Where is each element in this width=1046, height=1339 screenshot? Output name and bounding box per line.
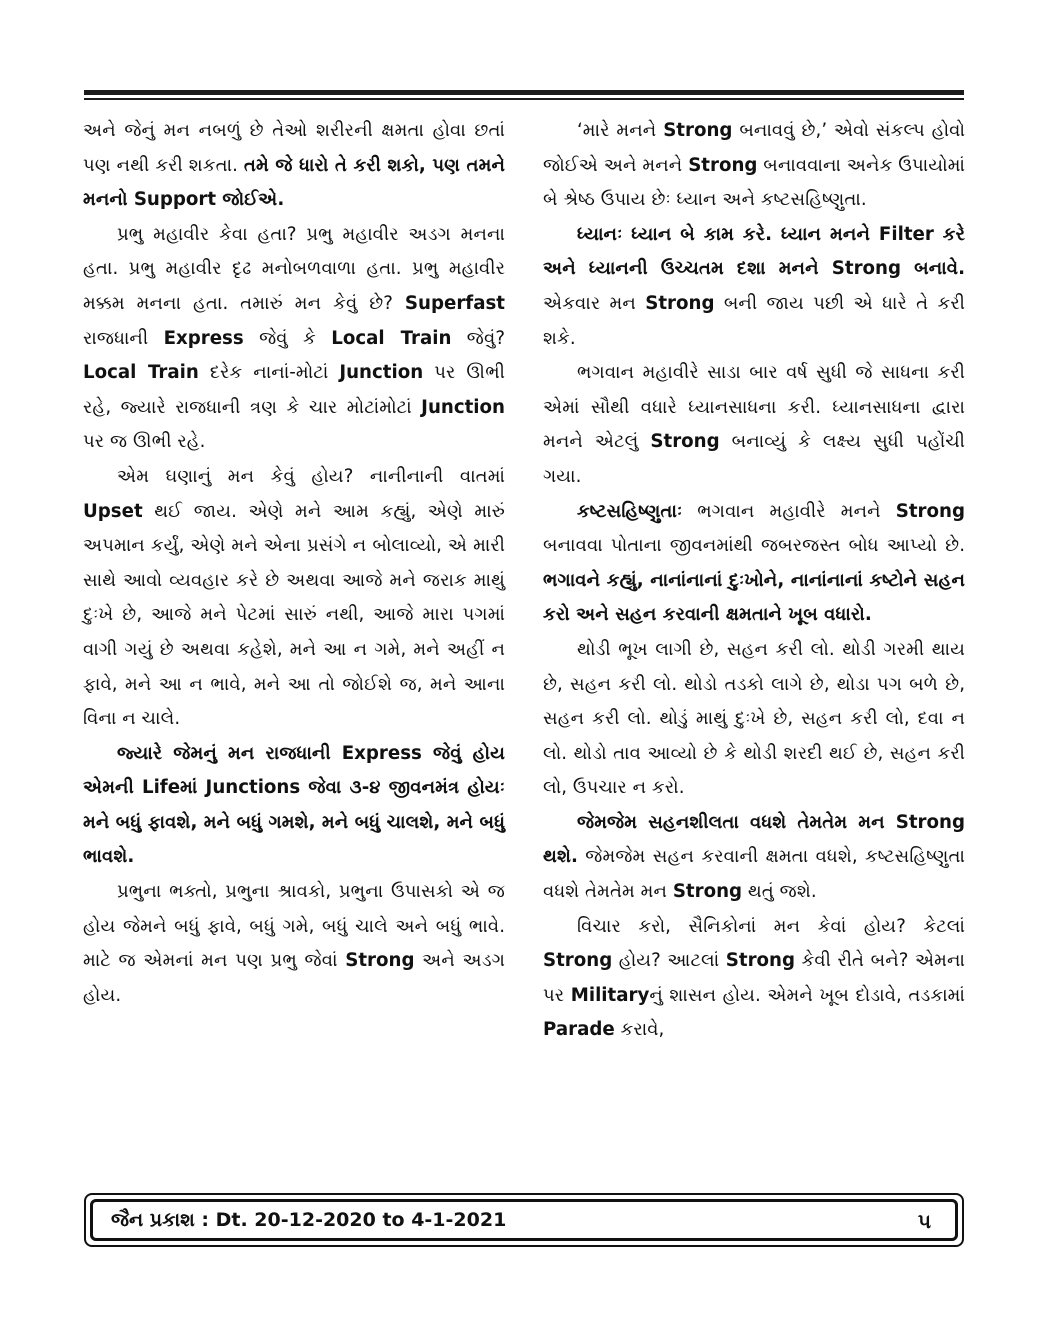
bold-text: Junction	[339, 362, 424, 384]
paragraph	[543, 356, 965, 494]
bold-text: Parade	[543, 1019, 615, 1041]
bold-text: Strong	[895, 500, 965, 522]
bold-text: ભગાવને કહ્યું, નાનાંનાનાં દુઃખોને, નાનાંનાનાં કષ્ટોને સહન કરો અને સહન કરવાની ક્ષમતાને ખૂબ વધારો.	[543, 569, 965, 626]
page-number: ૫	[917, 1209, 931, 1233]
text: બનાવવાના અનેક ઉપાયોમાં બે શ્રેષ્ઠ ઉપાય છેઃ ધ્યાન અને કષ્ટસહિષ્ણુતા.	[543, 154, 965, 211]
text: કેવી રીતે બને? એમના પર	[543, 950, 966, 1006]
text: પ્રભુ મહાવીર કેવા હતા? પ્રભુ મહાવીર અડગ મનના હતા. પ્રભુ મહાવીર દૃઢ મનોબળવાળા હતા. પ્રભુ મહાવીર મક્કમ મનના હતા. તમારું મન કેવું છે?	[83, 223, 505, 314]
left-column	[83, 114, 505, 1013]
text: અને અડગ હોય.	[83, 950, 505, 1006]
text: એમ ઘણાનું મન કેવું હોય? નાનીનાની વાતમાં	[117, 465, 505, 487]
bold-text: Express	[163, 327, 244, 349]
bold-text: કષ્ટસહિષ્ણુતાઃ	[577, 500, 683, 522]
text: રાજધાની	[83, 327, 164, 349]
text: જેમજેમ સહન કરવાની ક્ષમતા વધશે, કષ્ટસહિષ્ણુતા વધશે તેમતેમ મન	[543, 846, 965, 903]
paragraph	[83, 737, 505, 875]
paragraph	[543, 495, 965, 633]
bold-text: Strong	[650, 431, 720, 453]
text: જેવું?	[451, 327, 505, 349]
text: થતું જશે.	[742, 881, 817, 903]
text: વિચાર કરો, સૈનિકોનાં મન કેવાં હોય? કેટલાં	[577, 915, 965, 937]
paragraph	[543, 633, 965, 806]
text: થોડી ભૂખ લાગી છે, સહન કરી લો. થોડી ગરમી થાય છે, સહન કરી લો. થોડો તડકો લાગે છે, થોડા પગ બળે છે, સહન કરી લો. થોડું માથું દુઃખે છે, સહન કરી લો, દવા ન લો. થોડો તાવ આવ્યો છે કે થોડી શરદી થઈ છે, સહન કરી લો, ઉપચાર ન કરો.	[543, 638, 965, 799]
text: દરેક નાનાં-મોટાં	[198, 362, 340, 384]
paragraph	[543, 114, 965, 218]
bold-text: Strong	[645, 292, 715, 314]
text: પ્રભુના ભક્તો, પ્રભુના શ્રાવકો, પ્રભુના ઉપાસકો એ જ હોય જેમને બધું ફાવે, બધું ગમે, બધું ચાલે અને બધું ભાવે. માટે જ એમનાં મન પણ પ્રભુ જેવાં	[83, 881, 505, 972]
text: જેવું કે	[243, 327, 332, 349]
bold-text: Strong	[688, 154, 758, 176]
text: ‘મારે મનને	[577, 120, 664, 141]
paragraph	[83, 875, 505, 1013]
footer-publication: જૈન પ્રકાશ : Dt. 20-12-2020 to 4-1-2021	[111, 1209, 507, 1231]
paragraph	[83, 460, 505, 737]
bold-text: Local Train	[331, 327, 452, 349]
right-column	[543, 114, 965, 1048]
header-rule-thin	[84, 98, 964, 100]
paragraph	[83, 114, 505, 218]
text: બનાવ્યું કે લક્ષ્ય સુધી પહોંચી ગયા.	[543, 431, 965, 487]
bold-text: Strong	[345, 950, 415, 972]
text: પર જ ઊભી રહે.	[83, 431, 206, 453]
bold-text: Strong	[672, 881, 743, 903]
bold-text: Strong	[663, 120, 733, 141]
bold-text: Military	[570, 984, 650, 1006]
text: અને જેનું મન નબળું છે તેઓ શરીરની ક્ષમતા હોવા છતાં પણ નથી કરી શકતા.	[83, 120, 505, 176]
text: હોય? આટલાં	[612, 950, 726, 972]
text: ભગવાન મહાવીરે મનને	[682, 500, 896, 522]
text: પર ઊભી રહે, જ્યારે રાજધાની ત્રણ કે ચાર મોટાંમોટાં	[83, 362, 505, 418]
paragraph	[83, 218, 505, 460]
header-rule-thick	[84, 90, 964, 95]
paragraph	[543, 218, 965, 356]
footer-box	[84, 1193, 964, 1247]
text: કરાવે,	[614, 1019, 665, 1041]
bold-text: Junction	[421, 396, 505, 418]
text: ભગવાન મહાવીરે સાડા બાર વર્ષ સુધી જે સાધના કરી એમાં સૌથી વધારે ધ્યાનસાધના કરી. ધ્યાનસાધના દ્વારા મનને એટલું	[543, 362, 965, 453]
bold-text: જેમજેમ સહનશીલતા વધશે તેમતેમ મન Strong થશે.	[543, 811, 965, 868]
text: નું શાસન હોય. એમને ખૂબ દોડાવે, તડકામાં	[649, 984, 965, 1006]
bold-text: Upset	[83, 500, 143, 522]
paragraph	[543, 910, 965, 1048]
paragraph	[543, 806, 965, 910]
text: બનાવવું છે,’ એવો સંકલ્પ હોવો જોઈએ અને મનને	[543, 120, 966, 176]
bold-text: Strong	[725, 950, 796, 972]
bold-text: Strong	[543, 950, 613, 972]
text: એકવાર મન	[543, 292, 646, 314]
bold-text: Local Train	[83, 362, 199, 384]
bold-text: તમે જે ધારો તે કરી શકો, પણ તમને મનનો Support જોઈએ.	[83, 154, 505, 211]
bold-text: Superfast	[404, 292, 505, 314]
text: બની જાય પછી એ ધારે તે કરી શકે.	[543, 292, 966, 349]
text: બનાવવા પોતાના જીવનમાંથી જબરજસ્ત બોધ આપ્યો છે.	[543, 535, 965, 557]
bold-text: ધ્યાનઃ ધ્યાન બે કામ કરે. ધ્યાન મનને Filter કરે અને ધ્યાનની ઉચ્ચતમ દશા મનને Strong બનાવે.	[543, 223, 965, 280]
bold-text: જ્યારે જેમનું મન રાજધાની Express જેવું હોય એમની Lifeમાં Junctions જેવા ૩-૪ જીવનમંત્ર હોયઃ મને બધું ફાવશે, મને બધું ગમશે, મને બધું ચાલશે, મને બધું ભાવશે.	[83, 742, 505, 868]
text: થઈ જાય. એણે મને આમ કહ્યું, એણે મારું અપમાન કર્યું, એણે મને એના પ્રસંગે ન બોલાવ્યો, એ મારી સાથે આવો વ્યવહાર કરે છે અથવા આજે મને જરાક માથું દુઃખે છે, આજે મને પેટમાં સારું નથી, આજે મારા પગમાં વાગી ગયું છે અથવા કહેશે, મને આ ન ગમે, મને અહીં ન ફાવે, મને આ ન ભાવે, મને આ તો જોઈશે જ, મને આના વિના ન ચાલે.	[83, 500, 505, 730]
footer-inner-border	[90, 1199, 958, 1241]
